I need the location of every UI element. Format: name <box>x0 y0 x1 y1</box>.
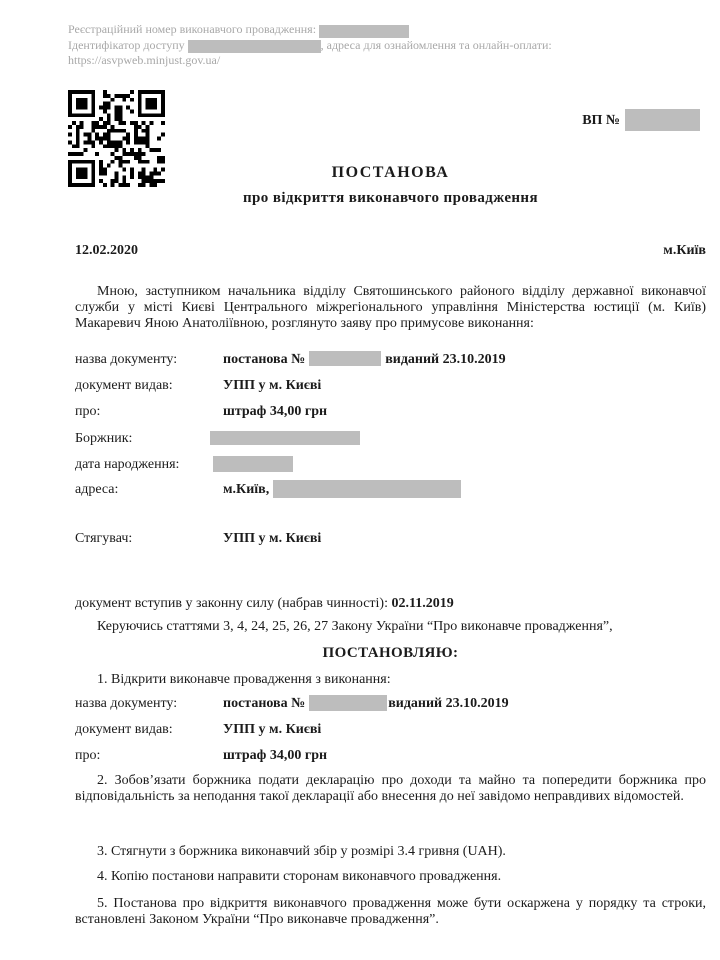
field-subject-2 <box>75 747 706 764</box>
field-value <box>223 430 364 447</box>
registry-number-label: Реєстраційний номер виконавчого провадження: <box>68 22 317 36</box>
document-date: 12.02.2020 <box>75 243 138 258</box>
intro-paragraph: Мною, заступником начальника відділу Святошинського районого відділу державної виконавчої служби у місті Києві Центрального міжрегіонального управління Міністерства юстиції (м. Київ) Макаревич Яною Анатоліївною, розглянуто заяву про примусове виконання: <box>75 284 706 331</box>
payment-url: https://asvpweb.minjust.gov.ua/ <box>68 53 221 67</box>
field-value: штраф 34,00 грн <box>223 404 328 419</box>
field-subject <box>75 403 706 420</box>
field-address <box>75 481 706 499</box>
document-title: ПОСТАНОВА <box>331 164 450 181</box>
guided-by-line: Керуючись статтями 3, 4, 24, 25, 26, 27 Закону України “Про виконавче провадження”, <box>97 619 613 634</box>
date-city-row <box>75 243 706 259</box>
field-birthdate <box>75 456 706 473</box>
document-city: м.Київ <box>663 243 706 258</box>
address-city: м.Київ, <box>223 482 270 498</box>
doc-name-suffix: виданий 23.10.2019 <box>385 352 506 367</box>
vp-number-label: ВП № <box>582 113 620 129</box>
field-label: Стягувач: <box>75 531 133 546</box>
doc-name-prefix: постанова № <box>223 352 306 367</box>
field-value <box>223 456 297 473</box>
registry-number-redaction <box>319 25 409 38</box>
field-label: дата народження: <box>75 457 180 472</box>
resolution-item-4: 4. Копію постанови направити сторонам виконавчого провадження. <box>97 869 502 884</box>
field-doc-issuer-2 <box>75 721 706 738</box>
resolution-item-2: 2. Зобов’язати боржника подати декларацію про доходи та майно та попередити боржника про відповідальність за неподання такої декларації або внесення до неї завідомо неправдивих відомостей. <box>75 773 706 804</box>
field-value: УПП у м. Києві <box>223 378 322 393</box>
doc-name-suffix: виданий 23.10.2019 <box>388 696 509 711</box>
document-subtitle: про відкриття виконавчого провадження <box>243 190 538 206</box>
field-value <box>223 481 465 499</box>
registry-header-note <box>68 22 634 69</box>
debtor-redaction <box>210 431 360 445</box>
field-label: документ видав: <box>75 722 173 737</box>
resolution-heading: ПОСТАНОВЛЯЮ: <box>322 645 459 661</box>
field-doc-name <box>75 351 706 368</box>
field-label: Боржник: <box>75 431 133 446</box>
resolution-item-5: 5. Постанова про відкриття виконавчого провадження може бути оскаржена у порядку та строки, встановлені Законом України “Про виконавче провадження”. <box>75 896 706 927</box>
field-label: документ видав: <box>75 378 173 393</box>
field-value: УПП у м. Києві <box>223 531 322 546</box>
field-value: УПП у м. Києві <box>223 722 322 737</box>
field-label: назва документу: <box>75 352 178 367</box>
field-label: адреса: <box>75 482 119 497</box>
legal-force-label: документ вступив у законну силу (набрав чинності): <box>75 596 388 611</box>
doc-number-redaction <box>309 695 387 711</box>
access-id-redaction <box>188 40 321 53</box>
doc-number-redaction <box>309 351 381 366</box>
field-label: про: <box>75 404 101 419</box>
registry-number-line <box>68 22 634 38</box>
resolution-item-3: 3. Стягнути з боржника виконавчий збір у розмірі 3.4 гривня (UAH). <box>97 844 506 859</box>
birthdate-redaction <box>213 456 293 472</box>
legal-force-date: 02.11.2019 <box>391 596 454 611</box>
access-id-label: Ідентифікатор доступу <box>68 37 185 52</box>
vp-number-line <box>582 110 700 132</box>
access-id-suffix: , адреса для ознайомлення та онлайн-оплати: <box>320 37 552 52</box>
legal-force-line <box>75 596 706 612</box>
field-label: назва документу: <box>75 696 178 711</box>
resolution-item-1: 1. Відкрити виконавче провадження з виконання: <box>97 672 391 687</box>
doc-name-prefix: постанова № <box>223 696 306 711</box>
field-value: штраф 34,00 грн <box>223 748 328 763</box>
address-redaction <box>273 480 461 498</box>
field-doc-name-2 <box>75 695 706 712</box>
field-debtor <box>75 430 706 447</box>
access-id-line <box>68 38 634 54</box>
field-doc-issuer <box>75 377 706 394</box>
vp-number-redaction <box>625 109 700 131</box>
field-value <box>223 351 506 368</box>
field-value <box>223 695 509 712</box>
field-claimant <box>75 530 706 547</box>
field-label: про: <box>75 748 101 763</box>
